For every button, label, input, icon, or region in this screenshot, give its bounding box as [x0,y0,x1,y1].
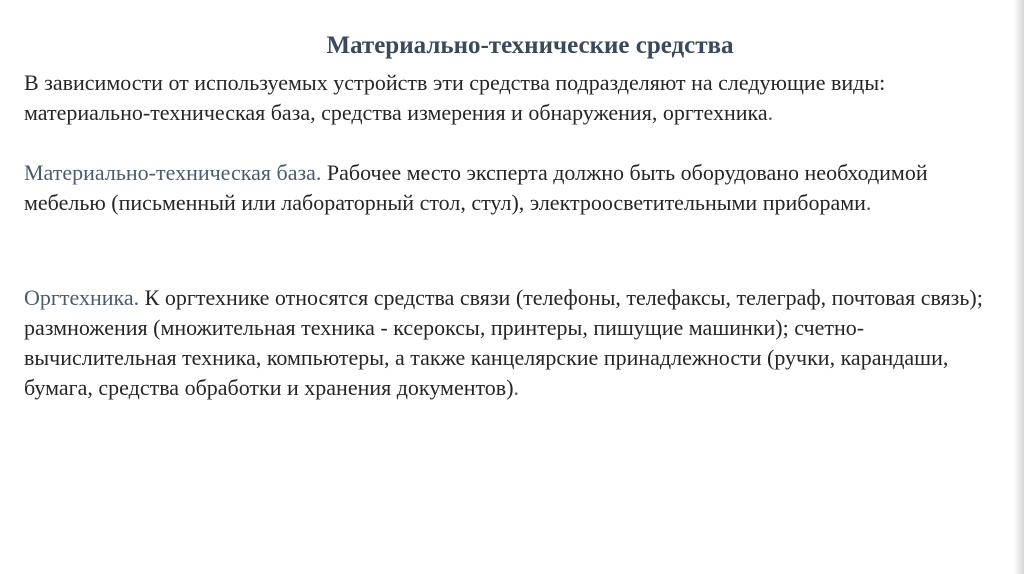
office-paragraph [24,283,999,403]
slide-edge-shadow [1014,0,1024,574]
base-end: . [865,190,872,215]
base-lead: Материально-техническая база. [24,160,322,185]
slide-title: Материально-технические средства [326,32,734,59]
intro-text: В зависимости от используемых устройств эти средства подразделяют на следующие виды: материально-техническая база, средства измерения и обнаружения, оргтехника [24,70,886,125]
intro-end: . [767,100,774,125]
office-lead: Оргтехника. [24,285,140,310]
office-end: . [513,375,520,400]
intro-paragraph [24,68,999,128]
office-text: К оргтехнике относятся средства связи (телефоны, телефаксы, телеграф, почтовая связь); размножения (множительная техника - ксероксы, принтеры, пишущие машинки); счетно-вычислительная техника, компьютеры, а также канцелярские принадлежности (ручки, карандаши, бумага, средства обработки и хранения документов) [24,285,983,400]
base-paragraph [24,158,999,218]
base-text: Рабочее место эксперта должно быть оборудовано необходимой мебелью (письменный или лабораторный стол, стул), электроосветительными приборами [24,160,928,215]
